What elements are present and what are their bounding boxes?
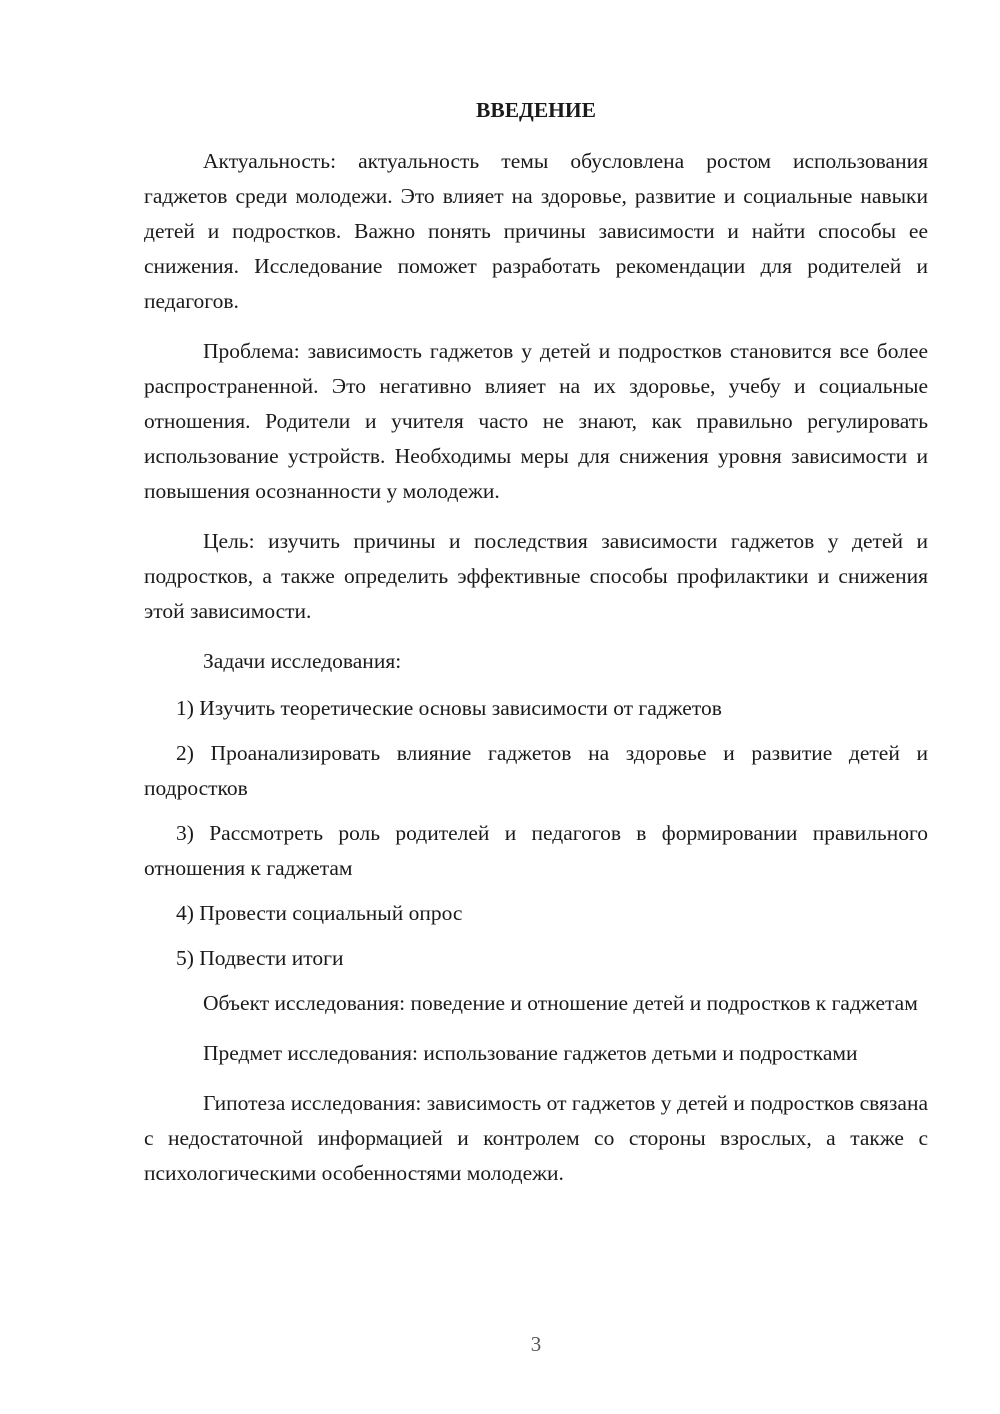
relevance-paragraph: Актуальность: актуальность темы обусловлена ростом использования гаджетов среди молодежи. Это влияет на здоровье, развитие и социальные навыки детей и подростков. Важно понять причины зависимости и найти способы ее снижения. Исследование поможет разработать рекомендации для родителей и педагогов. — [144, 149, 928, 313]
task-item-3: 3) Рассмотреть роль родителей и педагогов в формировании правильного отношения к гаджетам — [144, 821, 928, 880]
document-page — [144, 90, 928, 1206]
hypothesis-paragraph: Гипотеза исследования: зависимость от гаджетов у детей и подростков связана с недостаточной информацией и контролем со стороны взрослых, а также с психологическими особенностями молодежи. — [144, 1091, 928, 1185]
subject-paragraph: Предмет исследования: использование гаджетов детьми и подростками — [203, 1041, 858, 1065]
task-item-2: 2) Проанализировать влияние гаджетов на здоровье и развитие детей и подростков — [144, 741, 928, 800]
task-item-5: 5) Подвести итоги — [176, 946, 344, 970]
tasks-title: Задачи исследования: — [203, 649, 402, 673]
document-heading: ВВЕДЕНИЕ — [476, 98, 596, 122]
task-item-4: 4) Провести социальный опрос — [176, 901, 463, 925]
object-paragraph: Объект исследования: поведение и отношение детей и подростков к гаджетам — [203, 991, 918, 1015]
page-number: 3 — [530, 1332, 542, 1356]
problem-paragraph: Проблема: зависимость гаджетов у детей и подростков становится все более распространенной. Это негативно влияет на их здоровье, учебу и социальные отношения. Родители и учителя часто не знают, как правильно регулировать использование устройств. Необходимы меры для снижения уровня зависимости и повышения осознанности у молодежи. — [144, 339, 928, 503]
goal-paragraph: Цель: изучить причины и последствия зависимости гаджетов у детей и подростков, а также определить эффективные способы профилактики и снижения этой зависимости. — [144, 529, 928, 623]
task-item-1: 1) Изучить теоретические основы зависимости от гаджетов — [176, 696, 722, 720]
